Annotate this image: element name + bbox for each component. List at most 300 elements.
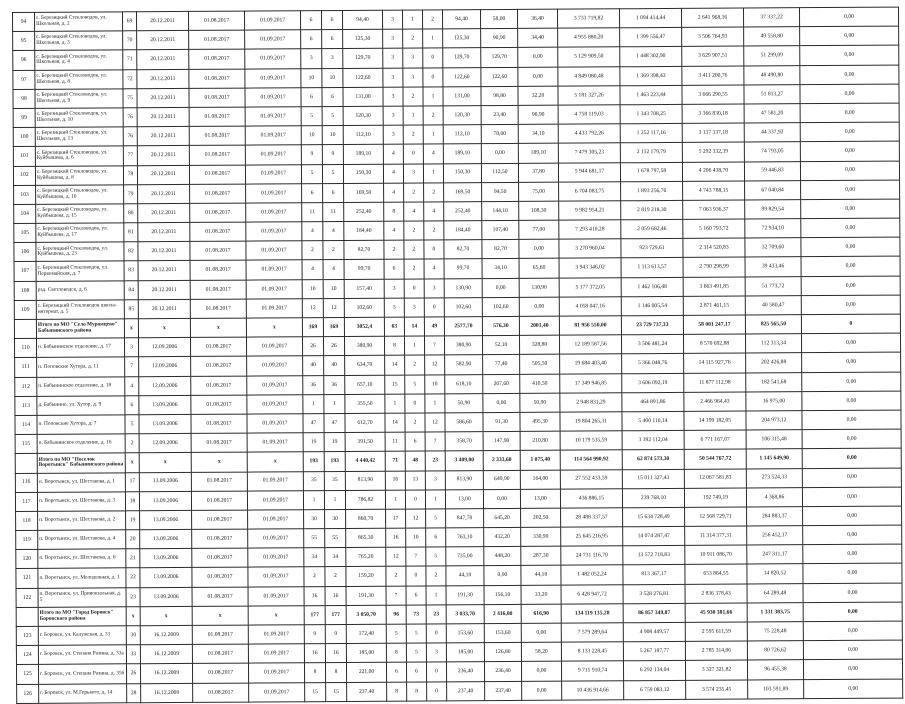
table-cell: 47 <box>303 414 324 433</box>
table-cell: 193 <box>324 452 345 471</box>
table-cell: 20.12.2011 <box>137 107 189 127</box>
table-cell: 1 146 005,54 <box>621 296 683 316</box>
table-cell: 6 <box>405 432 425 451</box>
table-cell: 01.09.2017 <box>246 299 302 319</box>
table-cell: 94,40 <box>342 10 382 29</box>
table-cell: 01.08.2017 <box>192 568 248 588</box>
table-cell: 0,00 <box>521 623 561 642</box>
table-cell: 150,30 <box>443 163 481 182</box>
table-cell: 108 <box>14 281 36 300</box>
table-cell: 6 428 947,72 <box>561 584 623 604</box>
table-cell: 16 <box>304 586 325 605</box>
table-cell: 79 <box>124 184 138 203</box>
table-cell: 5 129 909,50 <box>558 47 620 67</box>
table-cell: 01.08.2017 <box>190 337 246 357</box>
table-cell: 3 733 719,82 <box>557 9 619 29</box>
table-cell: 6 <box>384 260 404 279</box>
table-cell: 10 911 086,70 <box>685 545 747 565</box>
table-cell: 3 <box>384 298 404 317</box>
table-cell: 0,00 <box>802 429 901 449</box>
table-cell: 4 <box>404 202 424 221</box>
table-cell: 0,00 <box>802 410 901 430</box>
table-cell: 0,00 <box>803 544 902 564</box>
table-cell: 1 <box>303 490 324 509</box>
table-cell: 75 228,48 <box>747 622 803 642</box>
table-cell: 94 <box>13 12 35 31</box>
table-cell <box>16 607 38 626</box>
table-cell: 20.12.2011 <box>137 127 189 147</box>
address-cell: с. Березицкий Стекловодов, ул. Школьная, д. 2 <box>35 12 123 32</box>
table-cell: 94,50 <box>482 182 519 201</box>
table-cell: 4 849 080,48 <box>558 66 620 86</box>
table-cell: 102 <box>13 166 35 185</box>
table-cell: x <box>246 318 302 338</box>
table-cell: 67 040,84 <box>745 180 801 200</box>
table-cell: 6 <box>301 30 322 49</box>
table-cell: 763,10 <box>446 528 484 547</box>
table-cell: 14 115 927,76 <box>684 353 746 373</box>
table-cell: 6 <box>125 395 139 414</box>
table-cell: 1 462 106,48 <box>621 277 683 297</box>
table-cell: 5 <box>386 624 406 643</box>
table-cell: 0,00 <box>801 333 900 353</box>
table-cell: x <box>248 606 304 626</box>
table-cell: 3 392 112,04 <box>622 431 684 451</box>
table-cell: 55 <box>325 529 346 548</box>
table-cell: 6 <box>301 87 322 106</box>
table-cell: 75 <box>123 88 137 107</box>
table-cell: 10 <box>406 528 426 547</box>
table-cell: 12 568 729,71 <box>685 507 747 527</box>
table-cell: 0 <box>423 67 443 86</box>
table-cell: 10 <box>425 374 445 393</box>
table-cell: 20 <box>126 530 140 549</box>
table-cell: 19 684 403,40 <box>560 354 622 374</box>
table-cell: 14 <box>385 355 405 374</box>
table-cell: 153,60 <box>484 623 521 642</box>
table-cell: 1 <box>403 106 423 125</box>
table-cell: 01.09.2017 <box>247 471 303 491</box>
table-cell: 1 094 414,44 <box>619 8 681 28</box>
table-cell: 5 <box>426 509 446 528</box>
table-cell: 16 <box>325 586 346 605</box>
table-cell: 237,40 <box>447 681 485 700</box>
register-body <box>13 7 903 703</box>
table-cell: 2 595 611,59 <box>685 622 747 642</box>
table-cell: 6 <box>406 662 426 681</box>
table-cell: 330,90 <box>521 527 561 546</box>
table-cell: 27 552 433,59 <box>560 469 622 489</box>
table-cell: 13.09.2006 <box>140 529 192 549</box>
table-cell: 150,30 <box>343 164 383 183</box>
table-cell: 131,00 <box>343 87 383 106</box>
address-cell: с. Березицкий Стекловодов, ул. Школьная, д. 10 <box>35 108 123 128</box>
table-cell: 3 <box>383 106 403 125</box>
table-cell: 1 893 256,76 <box>621 181 683 201</box>
table-cell: 207,60 <box>483 374 520 393</box>
table-cell: 7 <box>125 357 139 376</box>
table-cell: 12.09.2006 <box>139 376 191 396</box>
table-cell: 1 <box>385 394 405 413</box>
table-cell: 19 <box>324 433 345 452</box>
table-cell: 52,10 <box>482 336 519 355</box>
address-cell: п. Воротынск, ул. Шестакова, д. 3 <box>37 492 125 512</box>
table-cell: 34 <box>325 548 346 567</box>
table-cell: 4 <box>323 260 344 279</box>
table-cell: 20.12.2011 <box>137 146 189 166</box>
table-cell: 2577,70 <box>444 317 482 336</box>
table-row <box>17 679 903 704</box>
table-cell: 116 <box>15 473 37 492</box>
table-cell: 34,40 <box>518 28 558 47</box>
table-cell: 164,00 <box>520 470 560 489</box>
table-cell: 3 409,00 <box>445 451 483 470</box>
table-cell: 16.12.2009 <box>140 645 192 665</box>
table-cell: 01.08.2017 <box>190 280 246 300</box>
table-cell: 252,40 <box>344 202 384 221</box>
table-cell: 40 580,47 <box>745 295 801 315</box>
table-cell: 15 <box>326 682 347 701</box>
table-cell: 3 327 321,82 <box>685 660 747 680</box>
table-cell: 01.08.2017 <box>192 625 248 645</box>
table-cell: 236,40 <box>484 662 521 681</box>
table-cell: 586,60 <box>445 413 483 432</box>
table-cell: 8 <box>386 643 406 662</box>
table-cell: 01.09.2017 <box>248 625 304 645</box>
table-cell: 3 411 200,76 <box>682 66 744 86</box>
table-cell: 13.09.2006 <box>140 587 192 607</box>
table-cell: 0,00 <box>801 180 900 200</box>
table-cell: 15 011 327,43 <box>622 469 684 489</box>
table-cell: 14 199 182,05 <box>684 411 746 431</box>
table-cell: 13 <box>405 470 425 489</box>
table-cell: 204 973,12 <box>746 411 802 431</box>
table-cell: 3 943 346,02 <box>559 258 621 278</box>
table-cell: 74 793,05 <box>744 142 800 162</box>
table-cell: 3 050,70 <box>346 605 386 624</box>
table-cell: 3 <box>384 279 404 298</box>
table-cell: 14 074 287,47 <box>623 526 685 546</box>
table-cell: 17 <box>386 509 406 528</box>
table-cell: 9 <box>301 145 322 164</box>
table-cell: 237,40 <box>485 681 522 700</box>
table-cell: 645,20 <box>484 508 521 527</box>
address-cell: п. Воротынск, ул. Шестакова, д. 6 <box>38 549 126 569</box>
address-cell: г. Боровск, ул. Степана Разина, д. 35б <box>38 664 126 684</box>
table-cell: 37,80 <box>518 163 558 182</box>
table-cell: 0,00 <box>803 564 902 584</box>
table-cell: 355,50 <box>345 394 385 413</box>
table-cell: 5 181 327,26 <box>558 86 620 106</box>
table-cell: 34,10 <box>482 259 519 278</box>
table-cell: 236,40 <box>446 662 484 681</box>
table-cell: 7 <box>406 547 426 566</box>
table-cell: 2 <box>404 183 424 202</box>
table-cell: 73 <box>406 605 426 624</box>
table-cell: 3 <box>383 29 403 48</box>
table-cell: 7 <box>386 586 406 605</box>
table-cell: 50,90 <box>445 393 483 412</box>
table-cell: 90,90 <box>481 29 518 48</box>
table-cell: 4 058 047,16 <box>559 297 621 317</box>
table-cell: 12 <box>425 413 445 432</box>
table-cell: 10 <box>301 68 322 87</box>
table-cell: 7 479 305,23 <box>558 143 620 163</box>
table-cell: 1 331 383,75 <box>747 602 803 622</box>
table-cell: 122,60 <box>443 67 481 86</box>
table-cell: 2 <box>423 106 443 125</box>
table-cell: 107,40 <box>482 220 519 239</box>
table-cell: 58,20 <box>521 642 561 661</box>
table-cell: 5 <box>322 106 343 125</box>
table-cell: 45 930 381,66 <box>685 603 747 623</box>
table-cell: 2 314 520,83 <box>683 238 745 258</box>
table-cell: 01.09.2017 <box>249 682 305 702</box>
table-cell: 125 <box>16 665 38 684</box>
table-cell: 96 455,38 <box>747 660 803 680</box>
address-cell: с. Березицкий Стекловодов, ул. Куйбышева, д. 6 <box>35 146 123 166</box>
table-cell: 34 <box>304 548 325 567</box>
table-cell: 1 075,40 <box>520 450 560 469</box>
table-cell: 4 <box>384 221 404 240</box>
address-cell: п. Воротынск, ул. Шестакова, д. 2 <box>38 511 126 531</box>
table-cell: 1 <box>423 125 443 144</box>
table-cell: 1 113 613,57 <box>621 258 683 278</box>
table-cell: 01.08.2017 <box>191 433 247 453</box>
table-cell: 82 <box>124 242 138 261</box>
table-cell: 649,90 <box>483 470 520 489</box>
table-cell: 9 <box>304 625 325 644</box>
table-cell: 3052,4 <box>344 317 384 336</box>
table-cell: 0,00 <box>800 84 899 104</box>
table-cell: 01.08.2017 <box>188 11 244 31</box>
table-cell: 2 333,60 <box>483 451 520 470</box>
table-cell: 860,70 <box>346 509 386 528</box>
table-cell: 172,40 <box>346 624 386 643</box>
table-cell: 20.12.2011 <box>137 165 189 185</box>
table-cell: 3 <box>403 68 423 87</box>
table-cell: 11 <box>323 202 344 221</box>
table-cell: 21 <box>126 549 140 568</box>
table-cell: x <box>125 453 139 472</box>
address-cell: с. Березицкий Стекловодов, ул. Школьная, д. 13 <box>35 127 123 147</box>
table-cell: 256 452,17 <box>747 526 803 546</box>
table-cell: 109 <box>14 300 36 319</box>
table-cell: 01.08.2017 <box>189 107 245 127</box>
table-cell: 4 955 880,20 <box>558 28 620 48</box>
table-cell: 189,10 <box>443 144 481 163</box>
table-cell: 83 <box>124 261 138 280</box>
table-cell: 16 <box>386 528 406 547</box>
table-cell: 48 <box>405 451 425 470</box>
table-cell: 71 <box>123 50 137 69</box>
table-cell: 103 <box>14 185 36 204</box>
table-cell: 86 857 349,87 <box>623 603 685 623</box>
table-cell: 0,00 <box>800 122 899 142</box>
table-cell: 40 <box>324 356 345 375</box>
table-cell: 2 <box>125 434 139 453</box>
address-cell: г. Боровск, ул. М.Горького, д. 14 <box>39 683 127 703</box>
table-cell: 618,10 <box>445 374 483 393</box>
table-cell: 125,30 <box>343 29 383 48</box>
table-cell: 14 <box>385 413 405 432</box>
table-cell: 2 <box>404 240 424 259</box>
table-cell: 12 067 581,83 <box>684 469 746 489</box>
table-cell: 16.12.2009 <box>140 664 192 684</box>
table-cell: 20.12.2011 <box>138 242 190 262</box>
table-cell: 22 <box>126 568 140 587</box>
table-cell: 19 804 265,31 <box>560 412 622 432</box>
table-cell: 4 <box>323 222 344 241</box>
table-cell: 01.09.2017 <box>246 260 302 280</box>
address-cell: п. Бабынинское отделение, д. 16 <box>37 434 125 454</box>
table-cell: 410,50 <box>520 374 560 393</box>
table-cell: 0,00 <box>800 103 899 123</box>
table-cell: 0,00 <box>802 372 901 392</box>
address-cell: с. Березицкий Стекловодов, ул. Куйбышева, д. 15 <box>36 204 124 224</box>
address-cell: с. Березицкий Стекловодов школа-интернат, д. 5 <box>36 300 124 320</box>
table-cell: 26 <box>323 337 344 356</box>
table-cell: 169 <box>302 318 323 337</box>
table-cell: 0 <box>801 314 900 334</box>
table-cell: 0 <box>424 298 444 317</box>
table-cell: 0,00 <box>521 662 561 681</box>
address-cell: п. Поповские Хутора, д. 11 <box>37 357 125 377</box>
table-cell: 3 <box>426 643 446 662</box>
table-cell: 6 <box>426 528 446 547</box>
table-cell: 189,10 <box>343 145 383 164</box>
table-cell: 10 <box>302 279 323 298</box>
table-cell: 35 <box>324 471 345 490</box>
table-cell: 01.09.2017 <box>248 529 304 549</box>
table-cell: 105 <box>14 223 36 242</box>
address-cell: г. Боровск, ул. Калужская, д. 31 <box>38 626 126 646</box>
table-cell: 287,30 <box>521 546 561 565</box>
table-cell: 23 <box>426 605 446 624</box>
table-cell: 735,00 <box>446 547 484 566</box>
table-cell: 01.09.2017 <box>247 356 303 376</box>
table-cell: 01.09.2017 <box>245 68 301 88</box>
table-cell: 8 <box>387 682 407 701</box>
table-cell: 01.08.2017 <box>189 145 245 165</box>
table-cell: 01.08.2017 <box>190 184 246 204</box>
table-cell: 432,20 <box>484 527 521 546</box>
table-cell: 495,30 <box>520 412 560 431</box>
table-cell: 01.08.2017 <box>191 414 247 434</box>
table-cell: 102,60 <box>444 297 482 316</box>
table-cell: 4 440,42 <box>345 452 385 471</box>
table-cell: 4 433 792,26 <box>558 124 620 144</box>
table-cell: 3 <box>403 163 423 182</box>
table-cell: x <box>191 452 247 472</box>
table-cell: 0 <box>424 240 444 259</box>
table-cell: 102,60 <box>482 297 519 316</box>
address-cell: п. Воротынск, ул. Молодежная, д. 1 <box>38 568 126 588</box>
table-cell: 5 400 110,14 <box>622 411 684 431</box>
table-cell: 169 <box>323 317 344 336</box>
table-cell: 50,90 <box>520 393 560 412</box>
table-cell: 113 <box>15 396 37 415</box>
table-cell: 23 <box>126 587 140 606</box>
table-cell: 4 368,86 <box>746 487 802 507</box>
table-cell: 20.12.2011 <box>138 280 190 300</box>
table-cell: 12 <box>386 547 406 566</box>
table-cell: 110 <box>14 339 36 358</box>
table-cell: 0 <box>403 144 423 163</box>
table-cell: 4 908 449,57 <box>623 622 685 642</box>
table-cell: 4 <box>424 202 444 221</box>
table-cell: 0,00 <box>801 218 900 238</box>
table-cell: 192 749,19 <box>684 488 746 508</box>
table-cell: 2 <box>384 240 404 259</box>
table-cell: 2 <box>403 29 423 48</box>
table-cell: 2 641 968,16 <box>681 8 743 28</box>
table-cell: 94,40 <box>442 10 480 29</box>
table-cell: 20.12.2011 <box>138 203 190 223</box>
table-cell: 2001,40 <box>519 316 559 335</box>
table-cell: 0,90 <box>484 566 521 585</box>
table-cell: 2 <box>403 125 423 144</box>
table-cell: 0,00 <box>804 679 903 699</box>
table-cell: 01.08.2017 <box>191 376 247 396</box>
table-cell: x <box>192 606 248 626</box>
table-cell: 16 <box>385 471 405 490</box>
table-cell: 2 <box>404 259 424 278</box>
table-cell: 9 982 954,21 <box>559 201 621 221</box>
table-cell: 169,50 <box>344 183 384 202</box>
table-cell: 102,60 <box>344 298 384 317</box>
table-cell: 82,70 <box>344 240 384 259</box>
table-cell: 01.09.2017 <box>246 222 302 242</box>
table-cell: 4 758 119,03 <box>558 105 620 125</box>
table-cell: 380,90 <box>444 336 482 355</box>
table-cell: 96 <box>386 605 406 624</box>
table-cell: 6 <box>321 10 342 29</box>
address-cell: д. Бабынино, ул. Хутор, д. 9 <box>37 396 125 416</box>
table-cell: 6 <box>386 662 406 681</box>
table-cell <box>15 454 37 473</box>
table-cell: 14 <box>404 317 424 336</box>
table-cell: 5 <box>301 107 322 126</box>
table-cell: 1 <box>423 29 443 48</box>
table-cell: 118 <box>16 511 38 530</box>
table-cell: 1 <box>385 490 405 509</box>
table-cell: 13.09.2006 <box>139 414 191 434</box>
table-cell: 10 179 535,59 <box>560 431 622 451</box>
address-cell: п. Бабынинское отделение, д. 17 <box>36 338 124 358</box>
table-cell: 0 <box>404 279 424 298</box>
table-cell: 3 <box>382 10 402 29</box>
table-cell: 7 579 289,64 <box>561 623 623 643</box>
table-cell: 7 063 936,37 <box>683 200 745 220</box>
table-cell: 4 <box>384 183 404 202</box>
table-cell: 01.08.2017 <box>191 491 247 511</box>
table-cell: 1 343 708,25 <box>620 104 682 124</box>
table-cell: 122,60 <box>481 67 518 86</box>
table-cell: 1 399 556,47 <box>620 28 682 48</box>
address-cell: Итого по МО "Поселок Воротынск" Бабынинского района <box>37 453 125 473</box>
table-cell: 8 <box>384 202 404 221</box>
table-cell: 47 <box>324 413 345 432</box>
table-cell: 108,30 <box>519 201 559 220</box>
table-cell: 825 565,50 <box>745 315 801 335</box>
table-cell: 01.09.2017 <box>248 510 304 530</box>
table-cell: 55 <box>304 529 325 548</box>
table-cell: 01.09.2017 <box>248 567 304 587</box>
table-cell: 3 606 092,19 <box>622 373 684 393</box>
table-cell: 34,10 <box>518 124 558 143</box>
table-cell: 11 <box>385 432 405 451</box>
